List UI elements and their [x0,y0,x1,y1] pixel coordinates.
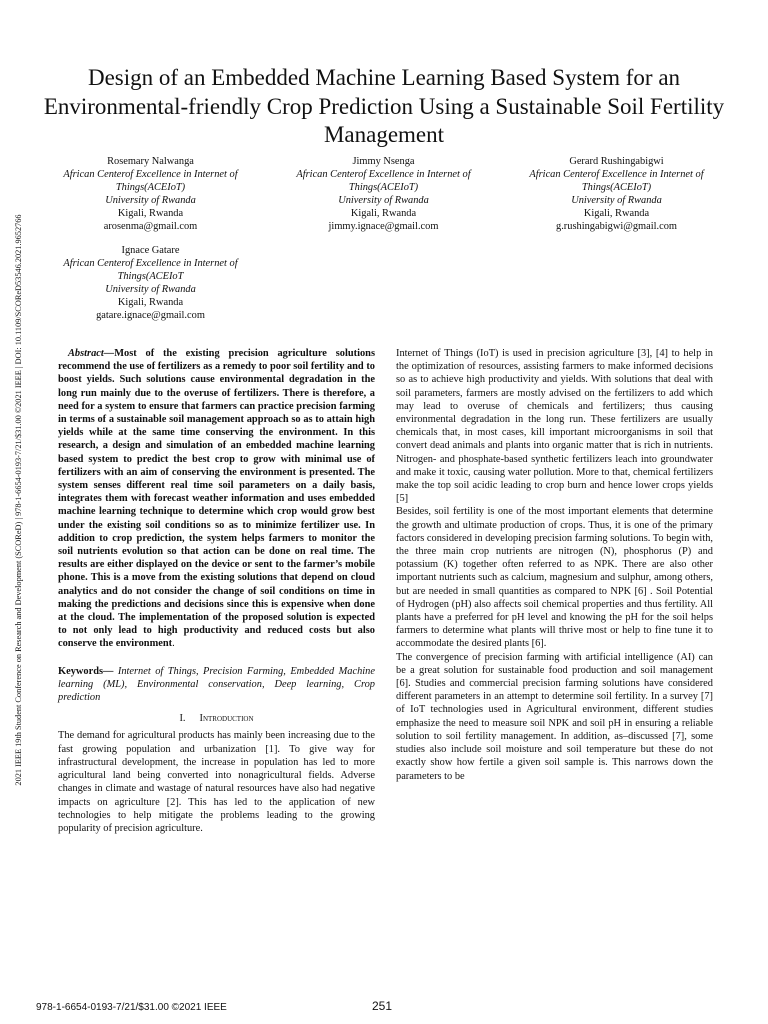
page-number: 251 [372,999,393,1013]
abstract-end: . [172,638,175,650]
author-name: Gerard Rushingabigwi [569,156,664,167]
section-number: I. [179,713,186,725]
author-location: Kigali, Rwanda [117,208,184,219]
keywords [58,665,375,705]
author-email: arosenma@gmail.com [103,221,198,232]
left-column [58,347,375,835]
section-heading-introduction [58,712,375,725]
author-block-3 [504,155,729,233]
author-block-1 [38,155,263,233]
author-university: University of Rwanda [571,195,662,206]
body-paragraph-2: Besides, soil fertility is one of the most important elements that determine the growth and ultimate production of crops. Thus, it is one of the primary factors considered in developing precision farming solutions. To begin with, the three main crop nutrients are nitrogen (N), phosphorus (P) and potassium (K) together often referred to as NPK. There are also other important nutrients such as calcium, magnesium and sulphur, among others, but are needed in small quantities as compared to NPK [6] . Soil Potential of Hydrogen (pH) also affects soil chemical properties and thus fertility. All plants have a preferred for pH level and knowing the pH for the soil helps farmers to determine what plants will thrive most or help to fine tune it to accommodate the desired plants [6]. [396,506,713,650]
author-affiliation: African Centerof Excellence in Internet of Things(ACEIoT) [529,169,704,193]
author-affiliation: African Centerof Excellence in Internet of Things(ACEIoT) [296,169,471,193]
author-location: Kigali, Rwanda [350,208,417,219]
author-block-4 [38,244,263,322]
author-university: University of Rwanda [105,195,196,206]
author-email: gatare.ignace@gmail.com [96,310,205,321]
author-block-2 [271,155,496,233]
body-paragraph-1: Internet of Things (IoT) is used in precision agriculture [3], [4] to help in the optimization of resources, assisting farmers to make informed decisions so as to achieve high productivity and yields. With solutions that deal with soil parameters, farmers are mostly advised on the fertilizers to add which may lead to overuse of chemicals and fertilizers; thus causing environmental degradation in the long run. These fertilizers are usually chemicals that, in most cases, kill important microorganisms in soil that convert dead animals and plants into organic matter that is rich in nutrients. Nitrogen- and phosphate-based synthetic fertilizers leach into groundwater and make it toxic, causing water pollution. More to that, chemical fertilizers make the top soil acidic leading to crop burn and hence lower crops yields [5] [396,348,713,505]
author-location: Kigali, Rwanda [583,208,650,219]
paper-title: Design of an Embedded Machine Learning Based System for an Environmental-friendly Crop Prediction Using a Sustainable Soil Fertility Management [43,65,725,147]
author-university: University of Rwanda [338,195,429,206]
keywords-label: Keywords— [58,665,114,677]
body-paragraph-3: The convergence of precision farming with artificial intelligence (AI) can be a great solution for sustainable food production and soil management [6]. Studies and commercial precision farming solutions have considered different parameters in an attempt to determine soil fertility. In a survey [7] of IoT technologies used in Agricultural environment, different studies emphasize the need to measure soil NPK and soil pH in ensuring a reliable solution to soil fertility management. In addition, as–discussed [7], some studies also include soil moisture and soil temperature but these do not exactly show how fertile a given soil sample is. This narrows down the parameters to be [396,651,713,782]
author-university: University of Rwanda [105,284,196,295]
abstract-label: Abstract— [68,348,115,359]
abstract [58,347,375,651]
side-note [11,140,27,860]
abstract-text: Most of the existing precision agriculture solutions recommend the use of fertilizers as a remedy to poor soil fertility and to boost yields. Such solutions cause environmental degradation in the long run mainly due to the overuse of fertilizers. There is therefore, a need for a system to ensure that farmers can practice precision farming in terms of a sustainable soil management approach so as to attain high yields while at the same time conserving the environment. In this research, a design and simulation of an embedded machine learning based system to predict the best crop to grow with minimal use of fertilizers with an aim of conserving the environment is presented. The system senses different real time soil parameters on a daily basis, integrates them with forecast weather information and uses embedded machine learning technique to determine which crop would grow best under the existing soil conditions so as to minimize fertilizer use. In addition to crop prediction, the system helps farmers to monitor the soil nutrients evolution so that action can be done on real time. The results are either displayed on the device or sent to the farmer’s mobile phone. This is a move from the existing solutions that depend on cloud analytics and do not consider the change of soil conditions on time in making the predictions and decisions since this is expensive when done at the cloud. The implementation of the proposed solution is expected to not only lead to high productivity and reduced costs but also conserve the environment [58,348,375,650]
right-column [396,347,713,783]
author-name: Jimmy Nsenga [352,156,415,167]
introduction-paragraph: The demand for agricultural products has mainly been increasing due to the fast growing population and urbanization [1]. To give way for infrastructural development, the increase in population has led to more agricultural land being converted into nonagricultural fields. Adverse changes in climate and wastage of natural resources have also had negative impacts on agriculture [2]. This has led to the application of new technologies to help mitigate the problems leading to the growing popularity of precision agriculture. [58,730,375,834]
author-email: jimmy.ignace@gmail.com [328,221,439,232]
author-email: g.rushingabigwi@gmail.com [556,221,677,232]
section-title: Introduction [199,713,254,725]
footer-copyright: 978-1-6654-0193-7/21/$31.00 ©2021 IEEE [36,1002,227,1013]
author-affiliation: African Centerof Excellence in Internet of Things(ACEIoT) [63,169,238,193]
author-name: Rosemary Nalwanga [107,156,194,167]
side-note-text: 2021 IEEE 19th Student Conference on Research and Development (SCOReD) | 978-1-6654-0193-7/21/$31.00 ©2021 IEEE | DOI: 10.1109/SCOReD53546.2021.9652766 [14,214,23,786]
author-name: Ignace Gatare [121,245,180,256]
keywords-text: Internet of Things, Precision Farming, Embedded Machine learning (ML), Environmental conservation, Deep learning, Crop prediction [58,665,375,704]
author-affiliation: African Centerof Excellence in Internet of Things(ACEIoT [63,258,238,282]
author-location: Kigali, Rwanda [117,297,184,308]
